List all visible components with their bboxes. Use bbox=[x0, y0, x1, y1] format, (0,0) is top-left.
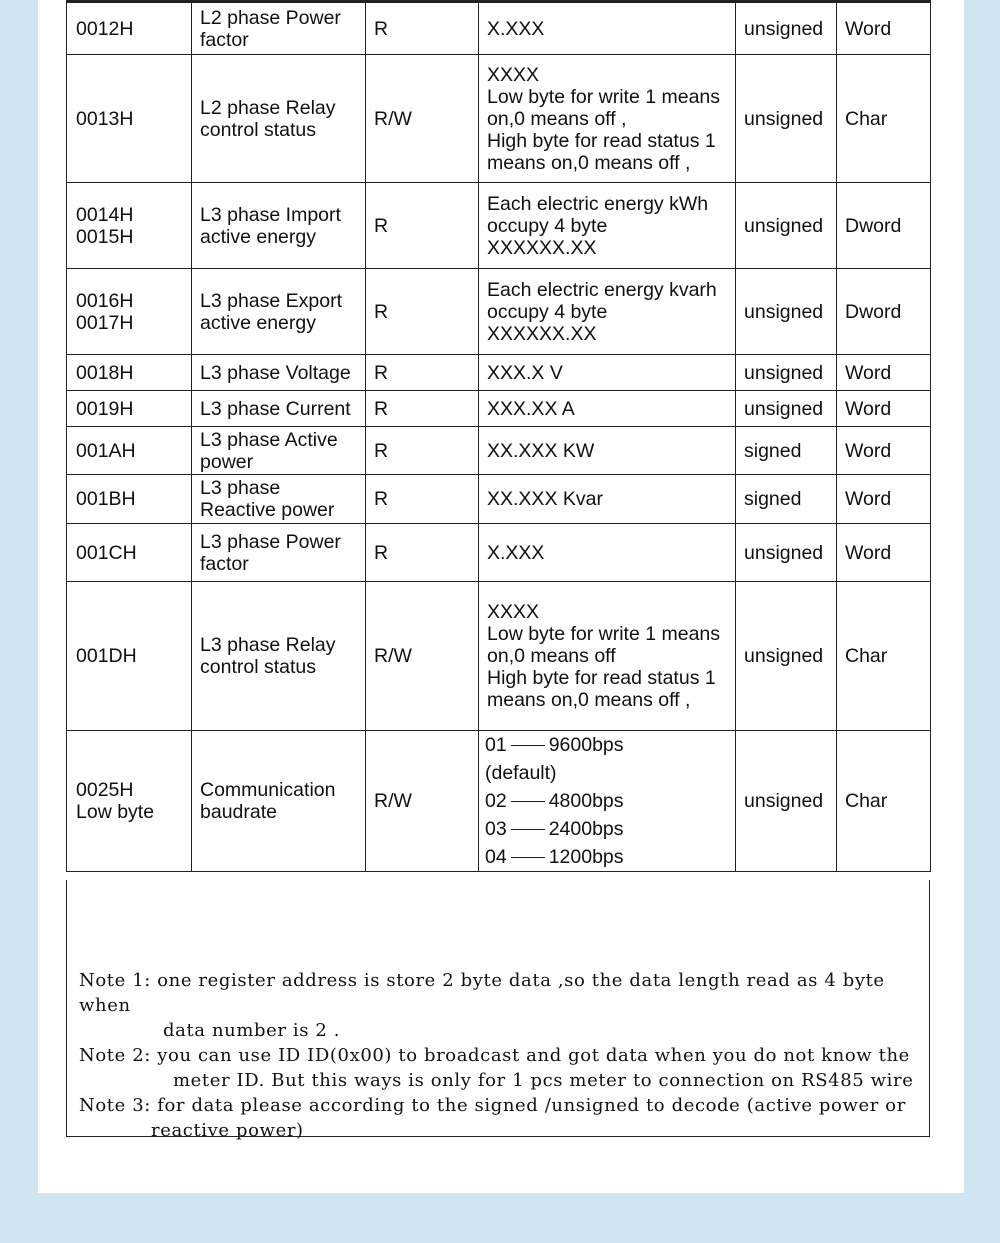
parameter-name-line: L2 phase Relay bbox=[200, 96, 336, 119]
register-address-line: 001AH bbox=[76, 439, 136, 462]
baudrate-option bbox=[485, 759, 727, 787]
access-mode: R bbox=[366, 524, 479, 582]
value-format-line: XXXXXX.XX bbox=[487, 236, 597, 259]
parameter-name bbox=[192, 524, 366, 582]
baudrate-value: 9600bps bbox=[548, 734, 624, 756]
parameter-name bbox=[192, 582, 366, 731]
value-format-line: Low byte for write 1 means bbox=[487, 85, 721, 108]
value-format-line: Each electric energy kvarh bbox=[487, 278, 717, 301]
value-format-line: XXX.XX A bbox=[487, 397, 575, 420]
data-type: Word bbox=[837, 2, 931, 55]
baudrate-option bbox=[485, 731, 727, 759]
value-format-line: X.XXX bbox=[487, 17, 545, 40]
value-format-line: means on,0 means off , bbox=[487, 689, 691, 711]
register-address-line: 001CH bbox=[76, 541, 137, 564]
dash-separator bbox=[511, 801, 545, 802]
register-address bbox=[67, 427, 192, 475]
parameter-name bbox=[192, 269, 366, 355]
dash-separator bbox=[511, 829, 545, 830]
note-continuation: meter ID. But this ways is only for 1 pcs meter to connection on RS485 wire bbox=[173, 1070, 914, 1091]
value-format-line: XX.XXX Kvar bbox=[487, 488, 603, 510]
register-address-line: 0013H bbox=[76, 107, 134, 130]
data-type: Word bbox=[837, 391, 931, 427]
baudrate-option bbox=[485, 815, 727, 843]
access-mode: R/W bbox=[366, 731, 479, 872]
parameter-name-line: factor bbox=[200, 552, 249, 575]
table-row bbox=[67, 183, 931, 269]
note-first-line: Note 1: one register address is store 2 byte data ,so the data length read as 4 byte when bbox=[79, 970, 885, 1016]
table-row bbox=[67, 269, 931, 355]
parameter-name-line: L3 phase Voltage bbox=[200, 361, 351, 384]
value-format-line: on,0 means off bbox=[487, 645, 616, 667]
sign-type: unsigned bbox=[736, 731, 837, 872]
access-mode: R/W bbox=[366, 55, 479, 183]
note-1 bbox=[79, 968, 921, 1043]
note-2 bbox=[79, 1043, 921, 1093]
parameter-name-line: L3 phase Active bbox=[200, 428, 338, 451]
data-type: Char bbox=[837, 582, 931, 731]
table-row bbox=[67, 475, 931, 524]
access-mode: R bbox=[366, 269, 479, 355]
parameter-name bbox=[192, 2, 366, 55]
parameter-name-line: active energy bbox=[200, 225, 316, 248]
note-first-line: Note 2: you can use ID ID(0x00) to broadcast and got data when you do not know the bbox=[79, 1045, 910, 1066]
register-address-line: 0014H bbox=[76, 203, 134, 226]
data-type: Word bbox=[837, 524, 931, 582]
dash-separator bbox=[511, 857, 545, 858]
register-address-line: 0019H bbox=[76, 397, 134, 420]
parameter-name-line: L3 phase Import bbox=[200, 203, 341, 226]
value-format-line: occupy 4 byte bbox=[487, 300, 608, 323]
register-address bbox=[67, 582, 192, 731]
baudrate-value: 1200bps bbox=[548, 846, 624, 868]
table-row bbox=[67, 582, 931, 731]
sign-type: unsigned bbox=[736, 2, 837, 55]
parameter-name-line: L3 phase bbox=[200, 477, 281, 499]
value-format-line: XXXX bbox=[487, 601, 540, 623]
parameter-name bbox=[192, 55, 366, 183]
note-continuation: data number is 2 . bbox=[163, 1020, 341, 1041]
parameter-name-line: L3 phase Current bbox=[200, 397, 351, 420]
access-mode: R bbox=[366, 183, 479, 269]
baudrate-code: 01 bbox=[485, 734, 507, 756]
value-format bbox=[479, 269, 736, 355]
baudrate-code: 04 bbox=[485, 846, 507, 868]
access-mode: R bbox=[366, 427, 479, 475]
access-mode: R bbox=[366, 475, 479, 524]
table-row-baudrate bbox=[67, 731, 931, 872]
value-format bbox=[479, 582, 736, 731]
register-table bbox=[66, 0, 931, 872]
data-type: Dword bbox=[837, 269, 931, 355]
register-address-line: 0017H bbox=[76, 311, 134, 334]
register-address-line: 0018H bbox=[76, 361, 134, 384]
parameter-name bbox=[192, 183, 366, 269]
parameter-name-line: L3 phase Power bbox=[200, 530, 341, 553]
register-address-line: Low byte bbox=[76, 801, 155, 823]
data-type: Word bbox=[837, 475, 931, 524]
access-mode: R bbox=[366, 391, 479, 427]
parameter-name-line: L3 phase Export bbox=[200, 289, 343, 312]
table-row bbox=[67, 355, 931, 391]
baudrate-option bbox=[485, 843, 727, 871]
access-mode: R bbox=[366, 2, 479, 55]
sign-type: unsigned bbox=[736, 355, 837, 391]
baudrate-value: 2400bps bbox=[548, 818, 624, 840]
value-format-line: on,0 means off , bbox=[487, 107, 627, 130]
value-format-line: XXXXXX.XX bbox=[487, 322, 597, 345]
register-address bbox=[67, 355, 192, 391]
parameter-name bbox=[192, 391, 366, 427]
parameter-name-line: control status bbox=[200, 118, 316, 141]
parameter-name bbox=[192, 427, 366, 475]
register-address bbox=[67, 55, 192, 183]
parameter-name-line: L2 phase Power bbox=[200, 6, 341, 29]
register-address bbox=[67, 475, 192, 524]
note-first-line: Note 3: for data please according to the signed /unsigned to decode (active power or bbox=[79, 1095, 906, 1116]
register-address-line: 0016H bbox=[76, 289, 134, 312]
baudrate-options bbox=[479, 731, 736, 872]
baudrate-value: 4800bps bbox=[548, 790, 624, 812]
sign-type: unsigned bbox=[736, 269, 837, 355]
value-format bbox=[479, 475, 736, 524]
sign-type: signed bbox=[736, 427, 837, 475]
parameter-name-line: L3 phase Relay bbox=[200, 634, 336, 656]
register-address bbox=[67, 391, 192, 427]
value-format-line: occupy 4 byte bbox=[487, 214, 608, 237]
value-format-line: High byte for read status 1 bbox=[487, 129, 716, 152]
sign-type: unsigned bbox=[736, 183, 837, 269]
note-continuation: reactive power) bbox=[151, 1120, 304, 1141]
value-format-line: Each electric energy kWh bbox=[487, 192, 709, 215]
table-row bbox=[67, 427, 931, 475]
parameter-name-line: power bbox=[200, 450, 254, 473]
data-type: Word bbox=[837, 427, 931, 475]
sign-type: unsigned bbox=[736, 391, 837, 427]
value-format bbox=[479, 183, 736, 269]
parameter-name-line: factor bbox=[200, 28, 249, 51]
value-format bbox=[479, 355, 736, 391]
value-format-line: XXXX bbox=[487, 63, 540, 86]
value-format-line: XX.XXX KW bbox=[487, 439, 595, 462]
table-row bbox=[67, 391, 931, 427]
register-address bbox=[67, 183, 192, 269]
value-format bbox=[479, 427, 736, 475]
register-address bbox=[67, 731, 192, 872]
parameter-name bbox=[192, 475, 366, 524]
register-address bbox=[67, 2, 192, 55]
notes-text bbox=[79, 968, 921, 1143]
value-format-line: means on,0 means off , bbox=[487, 151, 691, 174]
access-mode: R/W bbox=[366, 582, 479, 731]
data-type: Char bbox=[837, 55, 931, 183]
dash-separator bbox=[511, 745, 545, 746]
table-row bbox=[67, 2, 931, 55]
value-format bbox=[479, 524, 736, 582]
parameter-name bbox=[192, 731, 366, 872]
baudrate-option bbox=[485, 787, 727, 815]
register-address-line: 0015H bbox=[76, 225, 134, 248]
register-address bbox=[67, 524, 192, 582]
access-mode: R bbox=[366, 355, 479, 391]
value-format bbox=[479, 391, 736, 427]
value-format bbox=[479, 2, 736, 55]
value-format bbox=[479, 55, 736, 183]
value-format-line: Low byte for write 1 means bbox=[487, 623, 721, 645]
baudrate-value: (default) bbox=[485, 762, 557, 784]
baudrate-code: 03 bbox=[485, 818, 507, 840]
parameter-name-line: baudrate bbox=[200, 801, 277, 823]
notes-box bbox=[66, 880, 930, 1141]
parameter-name-line: active energy bbox=[200, 311, 316, 334]
note-3 bbox=[79, 1093, 921, 1143]
register-address-line: 0025H bbox=[76, 779, 134, 801]
value-format-line: High byte for read status 1 bbox=[487, 667, 716, 689]
data-type: Char bbox=[837, 731, 931, 872]
value-format-line: X.XXX bbox=[487, 541, 545, 564]
sign-type: unsigned bbox=[736, 582, 837, 731]
parameter-name-line: control status bbox=[200, 656, 316, 678]
baudrate-code: 02 bbox=[485, 790, 507, 812]
register-address-line: 001DH bbox=[76, 645, 137, 667]
table-row bbox=[67, 524, 931, 582]
table-row bbox=[67, 55, 931, 183]
sign-type: unsigned bbox=[736, 524, 837, 582]
register-address bbox=[67, 269, 192, 355]
parameter-name-line: Reactive power bbox=[200, 499, 335, 521]
register-address-line: 0012H bbox=[76, 17, 134, 40]
data-type: Dword bbox=[837, 183, 931, 269]
parameter-name-line: Communication bbox=[200, 779, 336, 801]
register-address-line: 001BH bbox=[76, 488, 136, 510]
value-format-line: XXX.X V bbox=[487, 361, 563, 384]
sign-type: signed bbox=[736, 475, 837, 524]
data-type: Word bbox=[837, 355, 931, 391]
parameter-name bbox=[192, 355, 366, 391]
sign-type: unsigned bbox=[736, 55, 837, 183]
